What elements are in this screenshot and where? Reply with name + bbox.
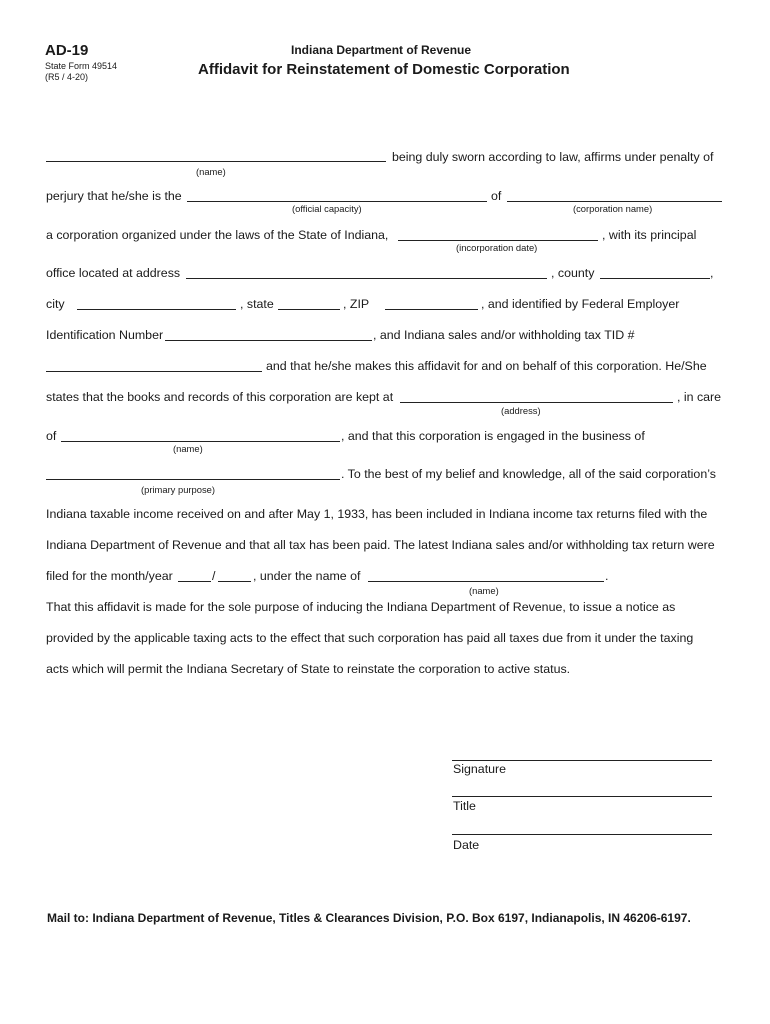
title-field[interactable]: [452, 796, 712, 797]
date-label: Date: [453, 838, 480, 852]
zip-field[interactable]: [385, 309, 478, 310]
care-of-name-caption: (name): [173, 443, 203, 454]
line12-text: Indiana Department of Revenue and that all tax has been paid. The latest Indiana sales and/or withholding tax return were: [46, 538, 715, 552]
official-capacity-field[interactable]: [187, 201, 487, 202]
line8-text-a: states that the books and records of this corporation are kept at: [46, 390, 394, 404]
state-field[interactable]: [278, 309, 340, 310]
line3-text-b: , with its principal: [602, 228, 697, 242]
year-field[interactable]: [218, 581, 251, 582]
records-address-field[interactable]: [400, 402, 673, 403]
signature-field[interactable]: [452, 760, 712, 761]
tid-field[interactable]: [46, 371, 262, 372]
address-field[interactable]: [186, 278, 547, 279]
line7-text: and that he/she makes this affidavit for and on behalf of this corporation. He/She: [266, 359, 707, 373]
primary-purpose-field[interactable]: [46, 479, 340, 480]
line13-text-b: , under the name of: [253, 569, 361, 583]
line5-text-b: , state: [240, 297, 274, 311]
month-field[interactable]: [178, 581, 211, 582]
line9-text-a: of: [46, 429, 57, 443]
form-title: Affidavit for Reinstatement of Domestic Corporation: [198, 61, 570, 78]
month-year-separator: /: [212, 569, 216, 583]
return-name-caption: (name): [469, 585, 499, 596]
line6-text-a: Identification Number: [46, 328, 164, 342]
name-caption: (name): [196, 166, 226, 177]
line3-text-a: a corporation organized under the laws of the State of Indiana,: [46, 228, 389, 242]
line1-text: being duly sworn according to law, affirms under penalty of: [392, 150, 714, 164]
primary-purpose-caption: (primary purpose): [141, 484, 215, 495]
official-capacity-caption: (official capacity): [292, 203, 362, 214]
incorporation-date-field[interactable]: [398, 240, 598, 241]
line11-text: Indiana taxable income received on and after May 1, 1933, has been included in Indiana income tax returns filed with the: [46, 507, 708, 521]
line2-text-a: perjury that he/she is the: [46, 189, 182, 203]
line13-text-c: .: [605, 569, 609, 583]
county-field[interactable]: [600, 278, 710, 279]
agency-name: Indiana Department of Revenue: [291, 43, 472, 57]
corporation-name-field[interactable]: [507, 201, 722, 202]
revision-number: (R5 / 4-20): [45, 72, 89, 82]
line5-text-d: , and identified by Federal Employer: [481, 297, 680, 311]
state-form-number: State Form 49514: [45, 61, 118, 71]
corporation-name-caption: (corporation name): [573, 203, 653, 214]
line8-text-b: , in care: [677, 390, 722, 404]
line6-text-b: , and Indiana sales and/or withholding tax TID #: [373, 328, 635, 342]
line13-text-a: filed for the month/year: [46, 569, 173, 583]
line4-text-a: office located at address: [46, 266, 181, 280]
line16-text: acts which will permit the Indiana Secretary of State to reinstate the corporation to active status.: [46, 662, 571, 676]
return-name-field[interactable]: [368, 581, 604, 582]
title-label: Title: [453, 799, 476, 813]
federal-employer-id-field[interactable]: [165, 340, 372, 341]
address-caption: (address): [501, 405, 541, 416]
line14-text: That this affidavit is made for the sole purpose of inducing the Indiana Department of Revenue, to issue a notice as: [46, 600, 676, 614]
line9-text-b: , and that this corporation is engaged in the business of: [341, 429, 645, 443]
form-id: AD-19: [45, 42, 89, 59]
name-field[interactable]: [46, 161, 386, 162]
line15-text: provided by the applicable taxing acts to the effect that such corporation has paid all taxes due from it under the taxing: [46, 631, 694, 645]
mailing-address: Mail to: Indiana Department of Revenue, Titles & Clearances Division, P.O. Box 6197, Indianapolis, IN 46206-6197.: [47, 911, 691, 925]
line10-text: . To the best of my belief and knowledge, all of the said corporation’s: [341, 467, 716, 481]
line5-text-c: , ZIP: [343, 297, 370, 311]
line4-text-c: ,: [710, 266, 714, 280]
line2-text-b: of: [491, 189, 502, 203]
line5-text-a: city: [46, 297, 65, 311]
incorporation-date-caption: (incorporation date): [456, 242, 538, 253]
signature-label: Signature: [453, 762, 507, 776]
city-field[interactable]: [77, 309, 236, 310]
date-field[interactable]: [452, 834, 712, 835]
care-of-name-field[interactable]: [61, 441, 340, 442]
line4-text-b: , county: [551, 266, 595, 280]
